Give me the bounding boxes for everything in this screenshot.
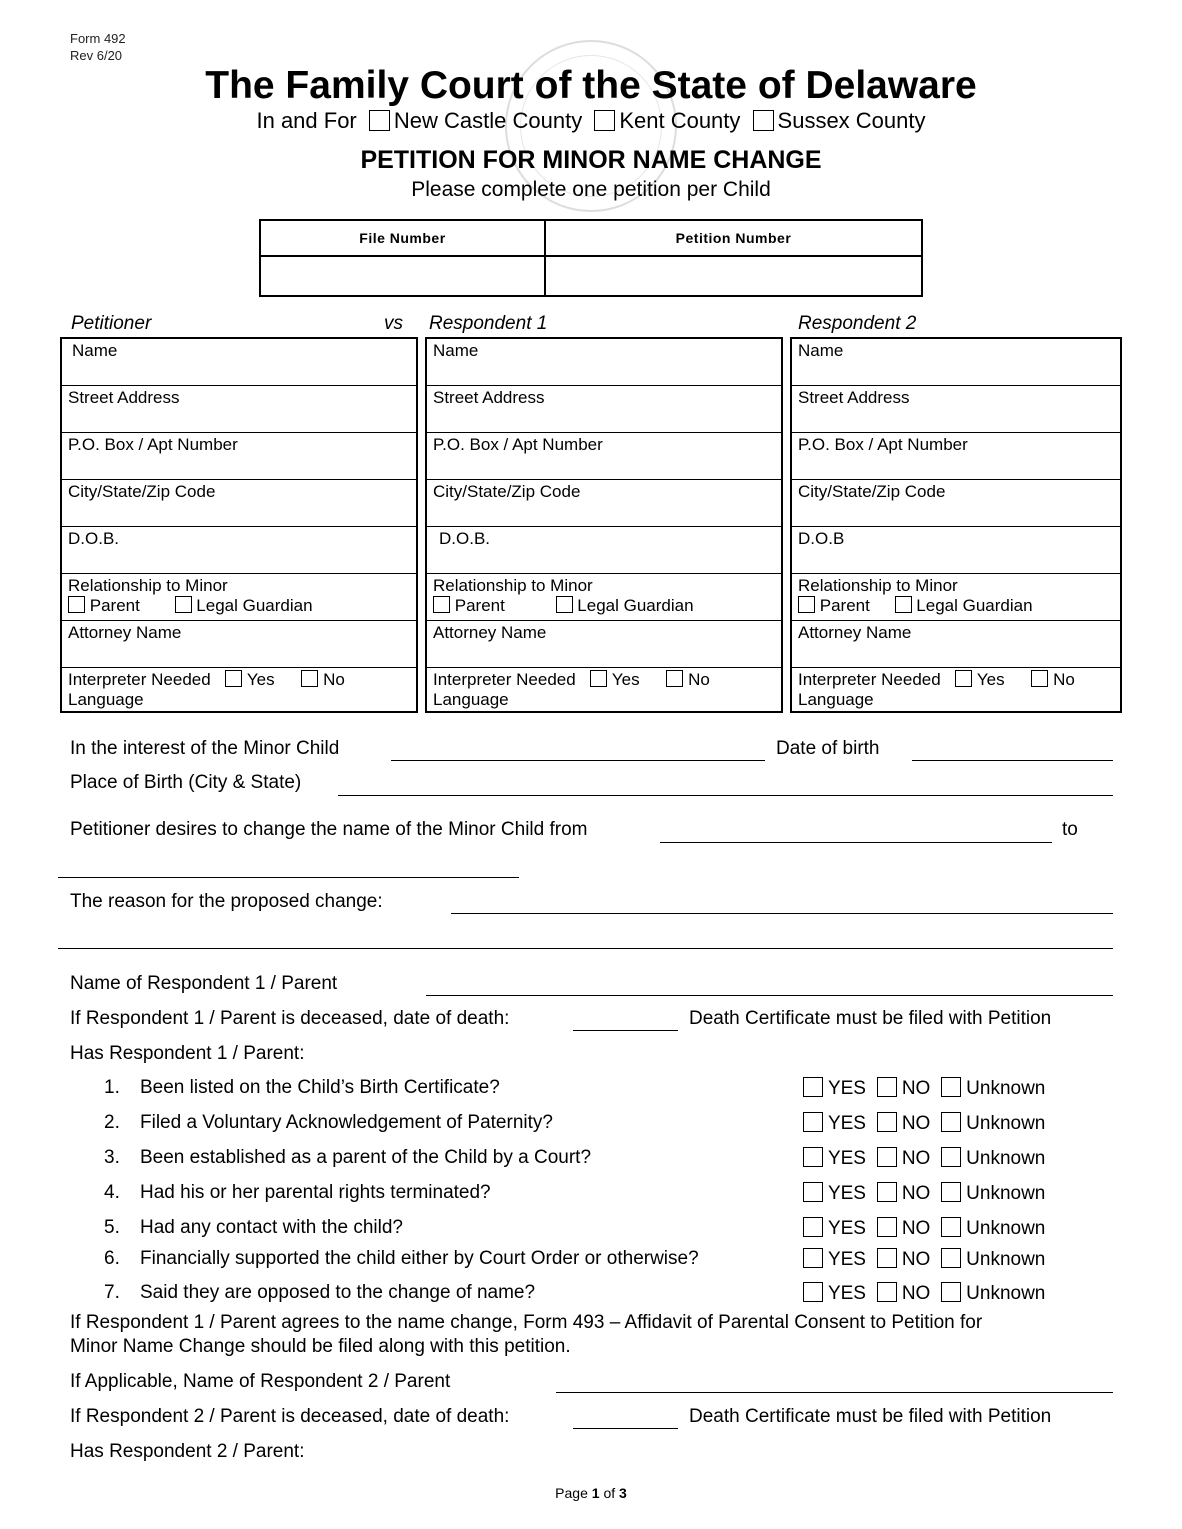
relationship-label: Relationship to Minor bbox=[68, 576, 228, 595]
q3-unknown-checkbox[interactable] bbox=[941, 1147, 961, 1167]
reason-line-2[interactable] bbox=[58, 948, 1113, 949]
relationship-label: Relationship to Minor bbox=[798, 576, 958, 595]
petitioner-street-field[interactable] bbox=[62, 386, 416, 433]
unknown-option: Unknown bbox=[966, 1113, 1046, 1134]
page-word: Page bbox=[555, 1485, 588, 1501]
petitioner-interpreter-field bbox=[62, 668, 416, 713]
q2-no-checkbox[interactable] bbox=[877, 1112, 897, 1132]
place-of-birth-line[interactable] bbox=[338, 795, 1113, 796]
relationship-label: Relationship to Minor bbox=[433, 576, 593, 595]
sussex-checkbox[interactable] bbox=[753, 110, 774, 131]
respondent2-street-field[interactable] bbox=[792, 386, 1120, 433]
unknown-option: Unknown bbox=[966, 1148, 1046, 1169]
resp2-name-label: If Applicable, Name of Respondent 2 / Parent bbox=[70, 1371, 451, 1392]
yes-option: YES bbox=[827, 1249, 866, 1270]
yes-label: Yes bbox=[246, 670, 275, 689]
question-5-answers bbox=[803, 1217, 1045, 1240]
petitioner-city-field[interactable] bbox=[62, 480, 416, 527]
question-6 bbox=[104, 1248, 699, 1270]
q3-yes-checkbox[interactable] bbox=[803, 1147, 823, 1167]
reason-label: The reason for the proposed change: bbox=[70, 891, 383, 912]
respondent2-city-field[interactable] bbox=[792, 480, 1120, 527]
respondent2-box bbox=[790, 337, 1122, 713]
respondent2-heading: Respondent 2 bbox=[798, 313, 917, 334]
respondent2-parent-checkbox[interactable] bbox=[798, 596, 815, 613]
attorney-label: Attorney Name bbox=[433, 623, 547, 642]
petitioner-heading: Petitioner bbox=[71, 313, 152, 334]
question-text: Had his or her parental rights terminated? bbox=[140, 1182, 491, 1203]
q1-yes-checkbox[interactable] bbox=[803, 1077, 823, 1097]
petition-number-label: Petition Number bbox=[545, 220, 922, 256]
petitioner-interpreter-no-checkbox[interactable] bbox=[301, 670, 318, 687]
q4-yes-checkbox[interactable] bbox=[803, 1182, 823, 1202]
resp2-has-label: Has Respondent 2 / Parent: bbox=[70, 1441, 305, 1462]
file-number-box bbox=[259, 219, 923, 297]
q5-yes-checkbox[interactable] bbox=[803, 1217, 823, 1237]
interpreter-label: Interpreter Needed bbox=[68, 670, 211, 689]
respondent1-interpreter-yes-checkbox[interactable] bbox=[590, 670, 607, 687]
respondent2-name-field[interactable] bbox=[792, 339, 1120, 386]
petitioner-attorney-field[interactable] bbox=[62, 621, 416, 668]
petitioner-guardian-checkbox[interactable] bbox=[175, 596, 192, 613]
respondent1-city-field[interactable] bbox=[427, 480, 781, 527]
no-option: NO bbox=[901, 1148, 931, 1169]
city-label: City/State/Zip Code bbox=[68, 482, 216, 501]
petitioner-interpreter-yes-checkbox[interactable] bbox=[225, 670, 242, 687]
city-label: City/State/Zip Code bbox=[433, 482, 581, 501]
resp2-death-cert-note: Death Certificate must be filed with Petition bbox=[689, 1406, 1052, 1427]
unknown-option: Unknown bbox=[966, 1283, 1046, 1304]
consent-note-line-2: Minor Name Change should be filed along with this petition. bbox=[70, 1336, 571, 1357]
form-id bbox=[70, 30, 126, 64]
no-label: No bbox=[1053, 670, 1075, 689]
q5-no-checkbox[interactable] bbox=[877, 1217, 897, 1237]
dob-label: D.O.B. bbox=[439, 529, 491, 548]
petitioner-name-field[interactable] bbox=[62, 339, 416, 386]
no-label: No bbox=[323, 670, 345, 689]
q7-unknown-checkbox[interactable] bbox=[941, 1282, 961, 1302]
parent-label: Parent bbox=[89, 596, 140, 615]
q6-no-checkbox[interactable] bbox=[877, 1248, 897, 1268]
dob-label: D.O.B. bbox=[68, 529, 120, 548]
resp2-name-line[interactable] bbox=[556, 1392, 1113, 1393]
sussex-label: Sussex County bbox=[777, 108, 926, 133]
yes-option: YES bbox=[827, 1283, 866, 1304]
city-label: City/State/Zip Code bbox=[798, 482, 946, 501]
respondent2-guardian-checkbox[interactable] bbox=[895, 596, 912, 613]
of-word: of bbox=[603, 1485, 616, 1501]
question-number: 4. bbox=[104, 1182, 120, 1203]
question-text: Filed a Voluntary Acknowledgement of Paternity? bbox=[140, 1112, 553, 1133]
question-number: 7. bbox=[104, 1282, 120, 1303]
form-revision: Rev 6/20 bbox=[70, 48, 123, 63]
question-text: Financially supported the child either by Court Order or otherwise? bbox=[140, 1248, 699, 1269]
yes-label: Yes bbox=[611, 670, 640, 689]
minor-dob-label: Date of birth bbox=[776, 738, 880, 759]
respondent1-dob-field[interactable] bbox=[427, 527, 781, 574]
question-text: Been established as a parent of the Child by a Court? bbox=[140, 1147, 592, 1168]
question-5 bbox=[104, 1217, 403, 1239]
minor-child-name-line[interactable] bbox=[391, 760, 765, 761]
respondent1-interpreter-no-checkbox[interactable] bbox=[666, 670, 683, 687]
petition-title: PETITION FOR MINOR NAME CHANGE bbox=[360, 146, 822, 174]
attorney-label: Attorney Name bbox=[68, 623, 182, 642]
vs-label: vs bbox=[384, 313, 403, 334]
minor-child-label: In the interest of the Minor Child bbox=[70, 738, 340, 759]
street-label: Street Address bbox=[433, 388, 545, 407]
pobox-label: P.O. Box / Apt Number bbox=[433, 435, 603, 454]
pobox-label: P.O. Box / Apt Number bbox=[798, 435, 968, 454]
question-number: 2. bbox=[104, 1112, 120, 1133]
question-number: 1. bbox=[104, 1077, 120, 1098]
new-castle-label: New Castle County bbox=[393, 108, 583, 133]
unknown-option: Unknown bbox=[966, 1078, 1046, 1099]
no-option: NO bbox=[901, 1218, 931, 1239]
q1-no-checkbox[interactable] bbox=[877, 1077, 897, 1097]
new-name-line[interactable] bbox=[58, 877, 519, 878]
respondent1-box bbox=[425, 337, 783, 713]
unknown-option: Unknown bbox=[966, 1183, 1046, 1204]
q4-no-checkbox[interactable] bbox=[877, 1182, 897, 1202]
q1-unknown-checkbox[interactable] bbox=[941, 1077, 961, 1097]
question-text: Said they are opposed to the change of name? bbox=[140, 1282, 536, 1303]
question-text: Been listed on the Child’s Birth Certificate? bbox=[140, 1077, 500, 1098]
county-prefix: In and For bbox=[256, 108, 357, 133]
interpreter-label: Interpreter Needed bbox=[433, 670, 576, 689]
street-label: Street Address bbox=[798, 388, 910, 407]
resp1-death-date-line[interactable] bbox=[573, 1030, 678, 1031]
new-castle-checkbox[interactable] bbox=[369, 110, 390, 131]
question-1-answers bbox=[803, 1077, 1045, 1100]
interpreter-label: Interpreter Needed bbox=[798, 670, 941, 689]
respondent2-interpreter-yes-checkbox[interactable] bbox=[955, 670, 972, 687]
q7-no-checkbox[interactable] bbox=[877, 1282, 897, 1302]
yes-option: YES bbox=[827, 1218, 866, 1239]
resp2-death-date-line[interactable] bbox=[573, 1428, 678, 1429]
petitioner-relationship-field bbox=[62, 574, 416, 621]
q3-no-checkbox[interactable] bbox=[877, 1147, 897, 1167]
respondent2-attorney-field[interactable] bbox=[792, 621, 1120, 668]
question-number: 6. bbox=[104, 1248, 120, 1269]
respondent1-relationship-field bbox=[427, 574, 781, 621]
county-selector bbox=[0, 108, 1182, 134]
guardian-label: Legal Guardian bbox=[916, 596, 1033, 615]
petitioner-parent-checkbox[interactable] bbox=[68, 596, 85, 613]
yes-label: Yes bbox=[976, 670, 1005, 689]
consent-note-line-1: If Respondent 1 / Parent agrees to the name change, Form 493 – Affidavit of Parental Consent to Petition for bbox=[70, 1312, 983, 1333]
resp1-death-cert-note: Death Certificate must be filed with Petition bbox=[689, 1008, 1052, 1029]
petition-number-field[interactable] bbox=[545, 256, 922, 296]
name-label: Name bbox=[433, 341, 479, 360]
pobox-label: P.O. Box / Apt Number bbox=[68, 435, 238, 454]
instruction-text: Please complete one petition per Child bbox=[411, 178, 771, 201]
respondent1-pobox-field[interactable] bbox=[427, 433, 781, 480]
yes-option: YES bbox=[827, 1113, 866, 1134]
unknown-option: Unknown bbox=[966, 1218, 1046, 1239]
file-number-field[interactable] bbox=[260, 256, 545, 296]
question-text: Had any contact with the child? bbox=[140, 1217, 403, 1238]
question-7-answers bbox=[803, 1282, 1045, 1305]
question-4-answers bbox=[803, 1182, 1045, 1205]
no-option: NO bbox=[901, 1113, 931, 1134]
question-7 bbox=[104, 1282, 535, 1304]
petitioner-dob-field[interactable] bbox=[62, 527, 416, 574]
respondent1-parent-checkbox[interactable] bbox=[433, 596, 450, 613]
question-2-answers bbox=[803, 1112, 1045, 1135]
total-pages: 3 bbox=[619, 1485, 627, 1501]
question-number: 5. bbox=[104, 1217, 120, 1238]
yes-option: YES bbox=[827, 1078, 866, 1099]
q7-yes-checkbox[interactable] bbox=[803, 1282, 823, 1302]
resp1-deceased-label: If Respondent 1 / Parent is deceased, date of death: bbox=[70, 1008, 510, 1029]
no-label: No bbox=[688, 670, 710, 689]
respondent1-attorney-field[interactable] bbox=[427, 621, 781, 668]
name-change-label: Petitioner desires to change the name of the Minor Child from bbox=[70, 819, 588, 840]
q6-unknown-checkbox[interactable] bbox=[941, 1248, 961, 1268]
question-number: 3. bbox=[104, 1147, 120, 1168]
respondent1-heading: Respondent 1 bbox=[429, 313, 548, 334]
guardian-label: Legal Guardian bbox=[577, 596, 694, 615]
petitioner-pobox-field[interactable] bbox=[62, 433, 416, 480]
to-label: to bbox=[1062, 819, 1078, 840]
petitioner-box bbox=[60, 337, 418, 713]
respondent2-pobox-field[interactable] bbox=[792, 433, 1120, 480]
minor-dob-line[interactable] bbox=[912, 760, 1113, 761]
q2-unknown-checkbox[interactable] bbox=[941, 1112, 961, 1132]
respondent1-guardian-checkbox[interactable] bbox=[556, 596, 573, 613]
street-label: Street Address bbox=[68, 388, 180, 407]
question-6-answers bbox=[803, 1248, 1045, 1271]
question-3-answers bbox=[803, 1147, 1045, 1170]
language-label: Language bbox=[798, 690, 874, 709]
name-label: Name bbox=[798, 341, 844, 360]
attorney-label: Attorney Name bbox=[798, 623, 912, 642]
current-page: 1 bbox=[591, 1485, 600, 1501]
question-2 bbox=[104, 1112, 553, 1134]
name-label: Name bbox=[72, 341, 118, 360]
page-footer bbox=[0, 1485, 1182, 1501]
parent-label: Parent bbox=[454, 596, 505, 615]
dob-label: D.O.B bbox=[798, 529, 845, 548]
language-label: Language bbox=[68, 690, 144, 709]
yes-option: YES bbox=[827, 1148, 866, 1169]
guardian-label: Legal Guardian bbox=[196, 596, 313, 615]
language-label: Language bbox=[433, 690, 509, 709]
q2-yes-checkbox[interactable] bbox=[803, 1112, 823, 1132]
respondent2-interpreter-no-checkbox[interactable] bbox=[1031, 670, 1048, 687]
resp1-has-label: Has Respondent 1 / Parent: bbox=[70, 1043, 305, 1064]
no-option: NO bbox=[901, 1283, 931, 1304]
kent-label: Kent County bbox=[619, 108, 741, 133]
respondent2-dob-field[interactable] bbox=[792, 527, 1120, 574]
q5-unknown-checkbox[interactable] bbox=[941, 1217, 961, 1237]
respondent1-name-field[interactable] bbox=[427, 339, 781, 386]
resp2-deceased-label: If Respondent 2 / Parent is deceased, date of death: bbox=[70, 1406, 510, 1427]
current-name-line[interactable] bbox=[660, 842, 1052, 843]
resp1-name-line[interactable] bbox=[426, 995, 1113, 996]
court-title: The Family Court of the State of Delaware bbox=[205, 64, 977, 107]
reason-line-1[interactable] bbox=[451, 913, 1113, 914]
resp1-name-label: Name of Respondent 1 / Parent bbox=[70, 973, 338, 994]
q6-yes-checkbox[interactable] bbox=[803, 1248, 823, 1268]
no-option: NO bbox=[901, 1078, 931, 1099]
question-3 bbox=[104, 1147, 591, 1169]
yes-option: YES bbox=[827, 1183, 866, 1204]
parent-label: Parent bbox=[819, 596, 870, 615]
q4-unknown-checkbox[interactable] bbox=[941, 1182, 961, 1202]
form-number: Form 492 bbox=[70, 31, 126, 46]
file-number-label: File Number bbox=[260, 220, 545, 256]
unknown-option: Unknown bbox=[966, 1249, 1046, 1270]
respondent1-street-field[interactable] bbox=[427, 386, 781, 433]
respondent2-interpreter-field bbox=[792, 668, 1120, 713]
kent-checkbox[interactable] bbox=[594, 110, 615, 131]
respondent2-relationship-field bbox=[792, 574, 1120, 621]
no-option: NO bbox=[901, 1183, 931, 1204]
no-option: NO bbox=[901, 1249, 931, 1270]
respondent1-interpreter-field bbox=[427, 668, 781, 713]
question-1 bbox=[104, 1077, 500, 1099]
question-4 bbox=[104, 1182, 491, 1204]
place-of-birth-label: Place of Birth (City & State) bbox=[70, 772, 302, 793]
